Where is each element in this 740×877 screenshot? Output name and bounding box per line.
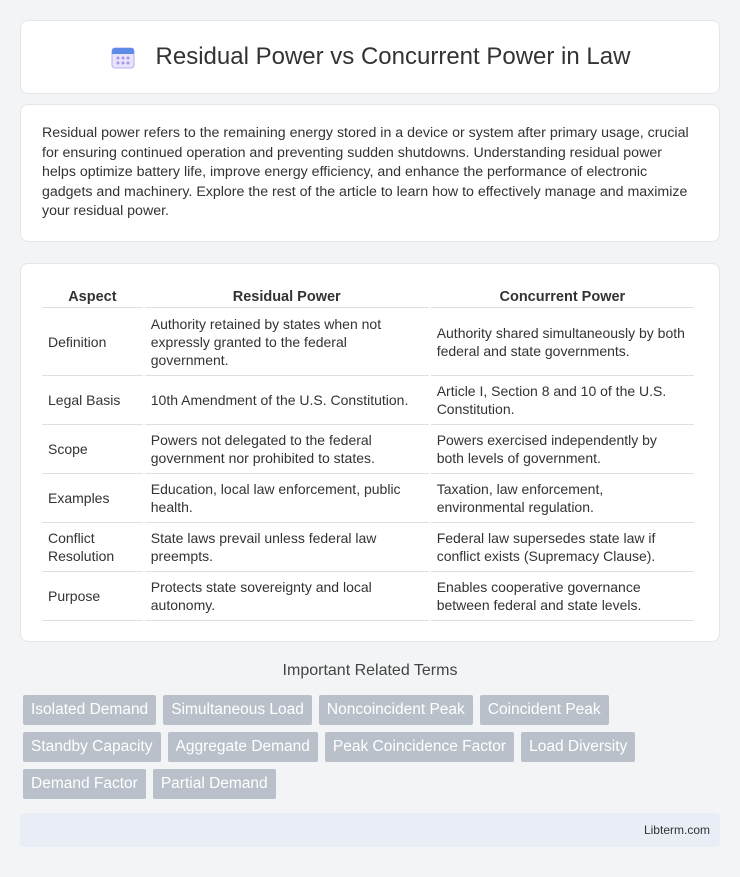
related-term-tag[interactable]: Peak Coincidence Factor: [325, 732, 514, 762]
page-title: Residual Power vs Concurrent Power in Law: [155, 43, 631, 70]
related-term-tag[interactable]: Aggregate Demand: [168, 732, 318, 762]
calendar-icon: [110, 44, 136, 70]
table-cell: Purpose: [42, 572, 143, 621]
table-header-row: [42, 282, 694, 308]
related-term-tag[interactable]: Noncoincident Peak: [319, 695, 473, 725]
table-cell: Examples: [42, 474, 143, 523]
related-terms-list: [23, 695, 723, 806]
table-cell: Powers exercised independently by both levels of government.: [431, 425, 694, 474]
table-cell: Scope: [42, 425, 143, 474]
table-row: [42, 308, 694, 376]
table-row: [42, 474, 694, 523]
related-term-tag[interactable]: Isolated Demand: [23, 695, 156, 725]
footer-site-link[interactable]: Libterm.com: [643, 823, 710, 837]
table-cell: Authority retained by states when not expressly granted to the federal government.: [145, 308, 429, 376]
title-card: [20, 20, 720, 94]
table-row: [42, 572, 694, 621]
table-row: [42, 425, 694, 474]
related-term-tag[interactable]: Standby Capacity: [23, 732, 161, 762]
footer: [20, 813, 720, 847]
table-row: [42, 523, 694, 572]
table-cell: Education, local law enforcement, public health.: [145, 474, 429, 523]
table-cell: Conflict Resolution: [42, 523, 143, 572]
table-cell: Enables cooperative governance between federal and state levels.: [431, 572, 694, 621]
header-aspect: Aspect: [42, 282, 143, 308]
comparison-table: [40, 282, 696, 621]
table-cell: Article I, Section 8 and 10 of the U.S. Constitution.: [431, 376, 694, 425]
related-term-tag[interactable]: Partial Demand: [153, 769, 276, 799]
table-cell: State laws prevail unless federal law preempts.: [145, 523, 429, 572]
table-cell: Protects state sovereignty and local autonomy.: [145, 572, 429, 621]
table-cell: Definition: [42, 308, 143, 376]
intro-card: [20, 104, 720, 242]
related-term-tag[interactable]: Load Diversity: [521, 732, 635, 762]
table-cell: 10th Amendment of the U.S. Constitution.: [145, 376, 429, 425]
table-row: [42, 376, 694, 425]
related-terms-title: Important Related Terms: [282, 662, 458, 679]
related-term-tag[interactable]: Demand Factor: [23, 769, 146, 799]
table-cell: Authority shared simultaneously by both federal and state governments.: [431, 308, 694, 376]
header-concurrent-power: Concurrent Power: [431, 282, 694, 308]
table-cell: Taxation, law enforcement, environmental regulation.: [431, 474, 694, 523]
table-cell: Federal law supersedes state law if conflict exists (Supremacy Clause).: [431, 523, 694, 572]
related-term-tag[interactable]: Simultaneous Load: [163, 695, 312, 725]
related-term-tag[interactable]: Coincident Peak: [480, 695, 609, 725]
intro-text: Residual power refers to the remaining energy stored in a device or system after primary usage, crucial for ensuring continued operation and preventing sudden shutdowns. Understanding residual power helps optimize battery life, improve energy efficiency, and enhance the performance of electronic gadgets and machinery. Explore the rest of the article to learn how to effectively manage and maximize your residual power.: [42, 125, 689, 220]
table-cell: Powers not delegated to the federal government nor prohibited to states.: [145, 425, 429, 474]
comparison-card: [20, 263, 720, 642]
table-cell: Legal Basis: [42, 376, 143, 425]
header-residual-power: Residual Power: [145, 282, 429, 308]
